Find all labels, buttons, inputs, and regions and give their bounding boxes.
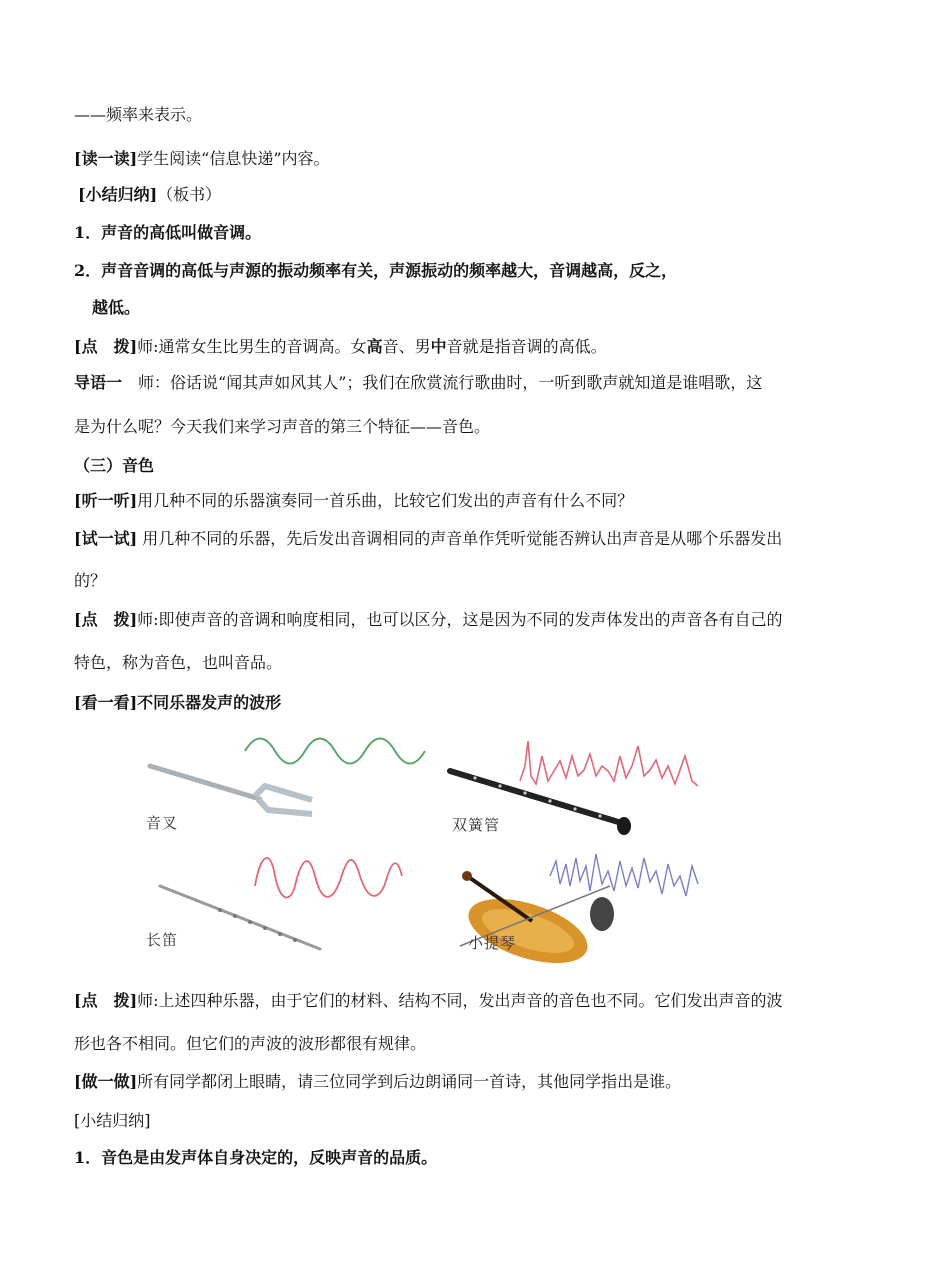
text-line: [点 拨]师:即使声音的音调和响度相同，也可以区分，这是因为不同的发声体发出的声音各有自己的: [74, 610, 783, 629]
violin-wave: [550, 854, 698, 896]
oboe-wave: [520, 741, 698, 786]
summary-point: 1．声音的高低叫做音调。: [74, 223, 262, 242]
section-tag: [点 拨]: [74, 610, 138, 629]
text-line: [读一读]学生阅读“信息快递”内容。: [74, 149, 330, 168]
section-tag: [读一读]: [74, 149, 138, 168]
text-line: [小结归纳]（板书）: [78, 185, 222, 204]
section-tag: [试一试]: [74, 529, 138, 548]
text-line: 特色，称为音色，也叫音品。: [74, 653, 283, 672]
section-tag: [点 拨]: [74, 337, 138, 356]
text-line: 的？: [74, 571, 107, 590]
figure-heading: [看一看]不同乐器发声的波形: [74, 693, 282, 712]
text-line: ——频率来表示。: [74, 105, 203, 124]
section-tag: [小结归纳]: [78, 185, 158, 204]
flute-label: 长笛: [146, 931, 179, 949]
summary-point: 2．声音音调的高低与声源的振动频率有关，声源振动的频率越大，音调越高，反之，: [74, 261, 678, 280]
text-line: [点 拨]师:通常女生比男生的音调高。女高音、男中音就是指音调的高低。: [74, 337, 607, 356]
text-line: [试一试] 用几种不同的乐器，先后发出音调相同的声音单作凭听觉能否辨认出声音是从哪个乐器发出: [74, 529, 783, 548]
text-line: 形也各不相同。但它们的声波的波形都很有规律。: [74, 1034, 427, 1053]
section-tag: [点 拨]: [74, 991, 138, 1010]
flute-icon: [160, 886, 320, 949]
text-line: 是为什么呢？今天我们来学习声音的第三个特征——音色。: [74, 417, 491, 436]
section-heading: [小结归纳]: [74, 1111, 151, 1130]
instrument-waveform-figure: [140, 726, 720, 976]
text-line: 导语一 师：俗话说“闻其声如风其人”；我们在欣赏流行歌曲时，一听到歌声就知道是谁唱歌，这: [74, 373, 763, 392]
tuning-fork-icon: [150, 766, 312, 814]
text-line: [做一做]所有同学都闭上眼睛，请三位同学到后边朗诵同一首诗，其他同学指出是谁。: [74, 1072, 682, 1091]
section-heading: （三）音色: [74, 456, 155, 475]
tuning-fork-wave: [245, 739, 425, 764]
text-line: [点 拨]师:上述四种乐器，由于它们的材料、结构不同，发出声音的音色也不同。它们发出声音的波: [74, 991, 783, 1010]
summary-point: 1．音色是由发声体自身决定的，反映声音的品质。: [74, 1148, 438, 1167]
violin-label: 小提琴: [468, 934, 517, 952]
waveform-illustration: [140, 726, 720, 976]
section-tag: 导语一: [74, 373, 123, 392]
text-line: [听一听]用几种不同的乐器演奏同一首乐曲，比较它们发出的声音有什么不同？: [74, 491, 634, 510]
tuning-fork-label: 音叉: [146, 814, 179, 832]
summary-point-cont: 越低。: [92, 298, 141, 317]
section-tag: [做一做]: [74, 1072, 138, 1091]
oboe-label: 双簧管: [452, 816, 501, 834]
section-tag: [听一听]: [74, 491, 138, 510]
flute-wave: [255, 858, 402, 898]
